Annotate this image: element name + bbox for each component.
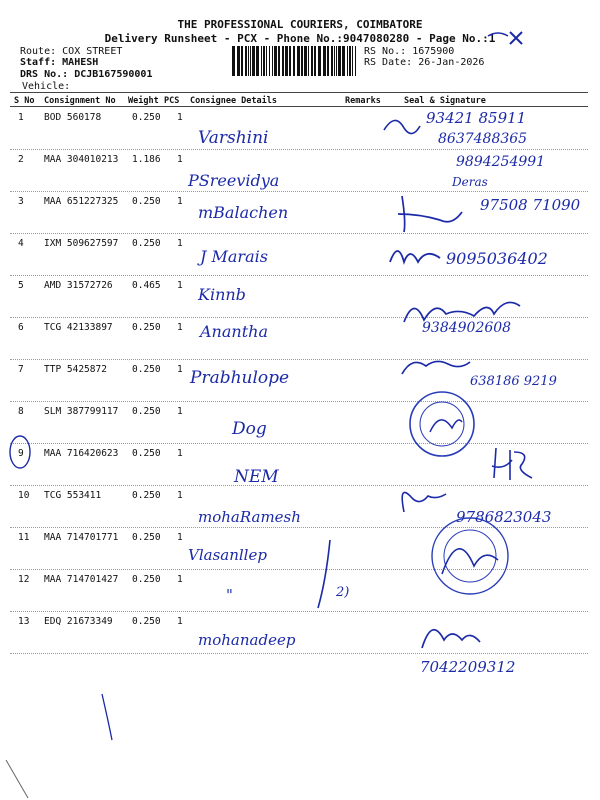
row-5-pcs: 1 xyxy=(177,280,183,291)
signature-7 xyxy=(402,361,470,374)
consignee-sign-4: J Marais xyxy=(200,247,268,266)
phone-13: 7042209312 xyxy=(420,658,516,676)
row-1-divider xyxy=(10,149,588,150)
signature-1 xyxy=(384,120,420,133)
row-8-divider xyxy=(10,443,588,444)
row-8-sno: 8 xyxy=(18,406,24,417)
header-top-rule xyxy=(10,92,588,93)
row-5-sno: 5 xyxy=(18,280,24,291)
row-4-weight: 0.250 xyxy=(132,238,161,249)
phone-6: 9384902608 xyxy=(422,320,512,336)
row-9-pcs: 1 xyxy=(177,448,183,459)
rs-no-value: 1675900 xyxy=(412,46,455,57)
rs-date-value: 26-Jan-2026 xyxy=(418,57,485,68)
bracket-note: 2) xyxy=(336,585,350,600)
drs-value: DCJB167590001 xyxy=(74,69,153,80)
phone-1b: 8637488365 xyxy=(438,131,528,147)
row-2-consignment: MAA 304010213 xyxy=(44,154,119,165)
rs-no-field xyxy=(364,46,454,57)
signature-9 xyxy=(492,448,532,480)
row-9-sno: 9 xyxy=(18,448,24,459)
rs-no-label: RS No.: xyxy=(364,46,407,57)
row-4-pcs: 1 xyxy=(177,238,183,249)
consignee-sign-11: Vlasanllep xyxy=(188,546,267,564)
vehicle-field xyxy=(22,81,70,92)
row-1-pcs: 1 xyxy=(177,112,183,123)
row-6-pcs: 1 xyxy=(177,322,183,333)
row-7-divider xyxy=(10,401,588,402)
row-4-divider xyxy=(10,275,588,276)
consignee-sign-8: Dog xyxy=(232,419,267,439)
col-pcs: PCS xyxy=(164,96,180,106)
row-13-divider xyxy=(10,653,588,654)
signature-4 xyxy=(390,251,440,262)
row-3-divider xyxy=(10,233,588,234)
consignee-sign-7: Prabhulope xyxy=(190,368,290,388)
row-5-divider xyxy=(10,317,588,318)
consignee-sign-2: PSreevidya xyxy=(188,171,280,190)
row-7-consignment: TTP 5425872 xyxy=(44,364,107,375)
signature-13 xyxy=(422,630,480,648)
row-1-sno: 1 xyxy=(18,112,24,123)
row-7-pcs: 1 xyxy=(177,364,183,375)
row-9-divider xyxy=(10,485,588,486)
fold-mark xyxy=(6,760,28,798)
consignee-sign-5: Kinnb xyxy=(198,285,246,304)
consignee-sign-10: mohaRamesh xyxy=(198,508,301,526)
row-3-consignment: MAA 651227325 xyxy=(44,196,119,207)
row-10-sno: 10 xyxy=(18,490,30,501)
row-2-sno: 2 xyxy=(18,154,24,165)
phone-7: 638186 9219 xyxy=(470,374,557,389)
row-3-weight: 0.250 xyxy=(132,196,161,207)
row-9-weight: 0.250 xyxy=(132,448,161,459)
consignee-sign-9: NEM xyxy=(234,467,279,487)
col-weight: Weight xyxy=(128,96,159,106)
row-7-sno: 7 xyxy=(18,364,24,375)
row-6-sno: 6 xyxy=(18,322,24,333)
row-13-consignment: EDQ 21673349 xyxy=(44,616,113,627)
bracket-mark xyxy=(318,540,330,608)
consignee-sign-6: Anantha xyxy=(200,322,268,341)
drs-field xyxy=(20,69,152,80)
row-11-consignment: MAA 714701771 xyxy=(44,532,119,543)
row-8-pcs: 1 xyxy=(177,406,183,417)
header-bottom-rule xyxy=(10,106,588,107)
row-10-divider xyxy=(10,527,588,528)
col-consignment: Consignment No xyxy=(44,96,116,106)
row-12-pcs: 1 xyxy=(177,574,183,585)
consignee-sign-1: Varshini xyxy=(198,128,269,148)
phone-1: 93421 85911 xyxy=(426,109,527,127)
row-12-consignment: MAA 714701427 xyxy=(44,574,119,585)
row-6-consignment: TCG 42133897 xyxy=(44,322,113,333)
row-1-consignment: BOD 560178 xyxy=(44,112,102,123)
consignee-sign-12: " xyxy=(226,586,233,604)
row-10-pcs: 1 xyxy=(177,490,183,501)
route-value: COX STREET xyxy=(62,46,123,57)
staff-label: Staff: xyxy=(20,57,57,68)
row-3-pcs: 1 xyxy=(177,196,183,207)
staff-field xyxy=(20,57,98,68)
stray-stroke xyxy=(102,694,112,740)
row-12-divider xyxy=(10,611,588,612)
row-1-weight: 0.250 xyxy=(132,112,161,123)
route-field xyxy=(20,46,122,57)
phone-4: 9095036402 xyxy=(446,249,548,268)
row-2-weight: 1.186 xyxy=(132,154,161,165)
row-3-sno: 3 xyxy=(18,196,24,207)
rs-date-field xyxy=(364,57,484,68)
col-sno: S No xyxy=(14,96,35,106)
row-11-weight: 0.250 xyxy=(132,532,161,543)
row-6-divider xyxy=(10,359,588,360)
rubber-stamp-2 xyxy=(432,518,508,594)
consignee-sign-13: mohanadeep xyxy=(198,631,296,649)
col-remarks: Remarks xyxy=(345,96,381,106)
row-13-pcs: 1 xyxy=(177,616,183,627)
phone-3: 97508 71090 xyxy=(480,196,581,214)
row-8-weight: 0.250 xyxy=(132,406,161,417)
signature-10 xyxy=(402,492,446,512)
row-6-weight: 0.250 xyxy=(132,322,161,333)
row-4-consignment: IXM 509627597 xyxy=(44,238,119,249)
route-label: Route: xyxy=(20,46,57,57)
row-5-weight: 0.465 xyxy=(132,280,161,291)
row-12-sno: 12 xyxy=(18,574,30,585)
row-2-pcs: 1 xyxy=(177,154,183,165)
row-11-divider xyxy=(10,569,588,570)
row-13-sno: 13 xyxy=(18,616,30,627)
row-10-consignment: TCG 553411 xyxy=(44,490,102,501)
phone-10: 9786823043 xyxy=(456,508,552,526)
row-4-sno: 4 xyxy=(18,238,24,249)
signature-5 xyxy=(404,302,520,322)
rs-date-label: RS Date: xyxy=(364,57,413,68)
row-9-consignment: MAA 716420623 xyxy=(44,448,119,459)
barcode xyxy=(232,46,360,76)
col-seal: Seal & Signature xyxy=(404,96,486,106)
signature-3 xyxy=(398,196,462,232)
phone-2: 9894254991 xyxy=(456,154,546,170)
vehicle-label: Vehicle: xyxy=(22,81,71,92)
row-12-weight: 0.250 xyxy=(132,574,161,585)
drs-label: DRS No.: xyxy=(20,69,69,80)
row-2-divider xyxy=(10,191,588,192)
row-11-sno: 11 xyxy=(18,532,30,543)
row-11-pcs: 1 xyxy=(177,532,183,543)
row-7-weight: 0.250 xyxy=(132,364,161,375)
row-10-weight: 0.250 xyxy=(132,490,161,501)
row2-note: Deras xyxy=(452,175,488,189)
row-8-consignment: SLM 387799117 xyxy=(44,406,119,417)
staff-value: MAHESH xyxy=(62,57,99,68)
company-title: THE PROFESSIONAL COURIERS, COIMBATORE xyxy=(177,18,423,31)
row-5-consignment: AMD 31572726 xyxy=(44,280,113,291)
runsheet-subtitle: Delivery Runsheet - PCX - Phone No.:9047080280 - Page No.:1 xyxy=(104,32,496,45)
col-consignee: Consignee Details xyxy=(190,96,277,106)
consignee-sign-3: mBalachen xyxy=(198,203,289,222)
row-13-weight: 0.250 xyxy=(132,616,161,627)
